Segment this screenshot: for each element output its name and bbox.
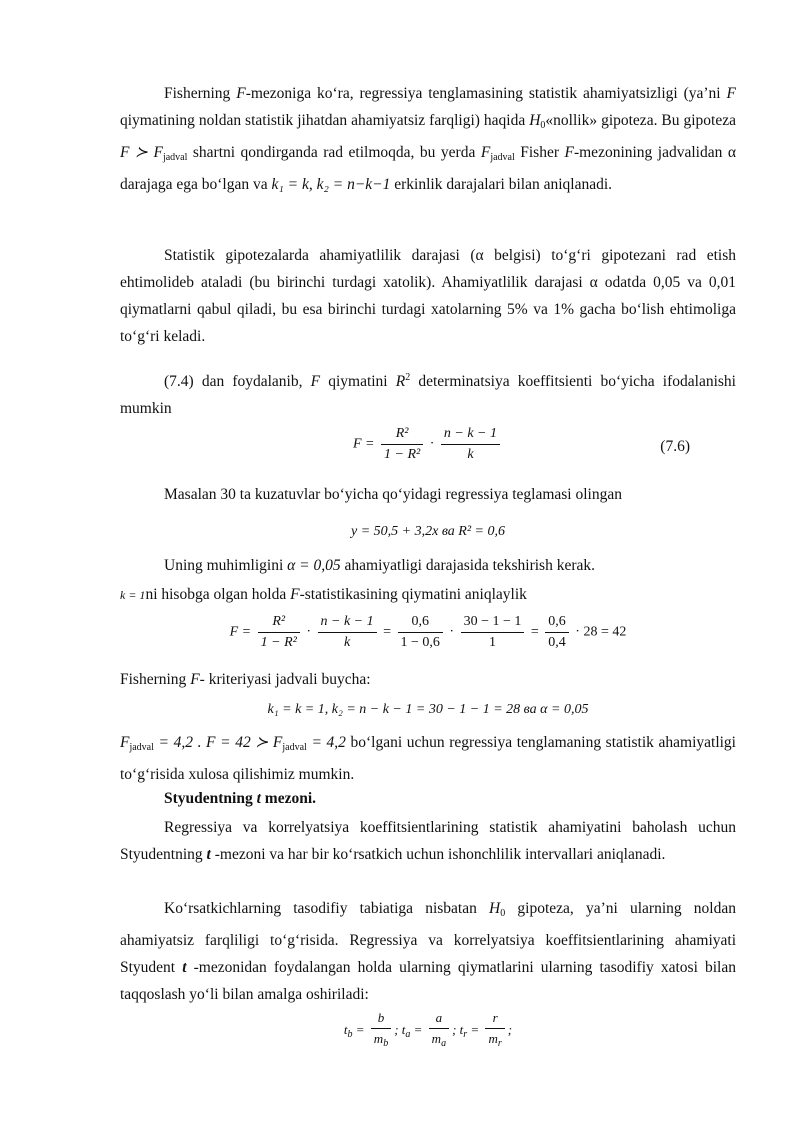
fraction: $\frac{0,6}{0,4}$ [545,612,569,653]
fraction: $\frac{\text{R²}}{\text{1 − R²}}$ [381,424,423,465]
paragraph-check-significance: Uning muhimligini α = 0,05 ahamiyatligi darajasida tekshirish kerak. [164,557,596,574]
paragraph-conclusion: $F_{jadval} = 4,2$ . F = 42 ≻ $F_{jadval} = 4,2$ bo‘lgani uchun regressiya tenglamaning statistik ahamiyatligi to‘g‘risida xulosa qilishimiz mumkin. [120,734,736,783]
fraction: $\frac{r}{m_r}$ [485,1008,504,1054]
fraction: $\frac{\text{R²}}{\text{1 − R²}}$ [258,612,300,653]
fraction: $\frac{n - k - 1}{k}$ [318,612,377,653]
equation-number: (7.6) [660,438,690,455]
fraction: $\frac{a}{m_a}$ [429,1008,449,1054]
paragraph-compute-f: k = 1ni hisobga olgan holda F-statistikasining qiymatini aniqlaylik [120,586,527,603]
formula-t-statistics: $t_b$ = $\frac{b}{m_b}$ ; $t_a$ = $\frac{a}{m_a}$ ; $t_r$ = $\frac{r}{m_r}$ ; [120,1008,736,1054]
paragraph-determination: (7.4) dan foydalanib, F qiymatini $R^2$ determinatsiya koeffitsienti bo‘yicha ifodalanishi mumkin [120,372,736,417]
fraction: $\frac{30 - 1 - 1}{1}$ [461,612,525,653]
formula-7-6: F = $\frac{\text{R²}}{\text{1 − R²}}$ · $\frac{n - k - 1}{k}$ [120,424,736,465]
paragraph-example: Masalan 30 ta kuzatuvlar bo‘yicha qo‘yidagi regressiya teglamasi olingan [164,486,622,503]
formula-f-calculation: F = $\frac{\text{R²}}{\text{1 − R²}}$ · $\frac{n - k - 1}{k}$ = $\frac{0,6}{1 - 0,6}$ · $\frac{30 - 1 - 1}{1}$ = $\frac{0,6}{0,4}$ · 28 = 42 [120,612,736,653]
fraction: $\frac{0,6}{1 - 0,6}$ [398,612,443,653]
fraction: $\frac{b}{m_b}$ [371,1008,391,1054]
fraction: $\frac{n - k - 1}{k}$ [441,424,500,465]
paragraph-significance-level: Statistik gipotezalarda ahamiyatlilik darajasi (α belgisi) to‘g‘ri gipotezani rad etish ehtimolideb ataladi (bu birinchi turdagi xatolik). Ahamiyatlilik darajasi α odatda 0,05 va 0,01 qiymatlarni qabul qiladi, bu esa birinchi turdagi xatolarning 5% va 1% gacha bo‘lish ehtimoliga to‘g‘ri keladi. [120,247,736,345]
paragraph-hypothesis: Ko‘rsatkichlarning tasodifiy tabiatiga nisbatan $H_0$ gipoteza, ya’ni ularning noldan ahamiyatsiz farqliligi to‘g‘risida. Regressiya va korrelyatsiya koeffitsientlarining ahamiyati Styudent t -mezonidan foydalangan holda ularning qiymatlarini ularning tasodifiy xatosi bilan taqqoslash yo‘li bilan amalga oshiriladi: [120,900,736,1003]
formula-regression: y = 50,5 + 3,2x ва R² = 0,6 [351,524,505,539]
section-heading: Styudentning t mezoni. [164,790,317,807]
formula-degrees-of-freedom: k₁ = k = 1, k₂ = n − k − 1 = 30 − 1 − 1 = 28 ва α = 0,05 [267,702,589,717]
paragraph-fisher-criterion: Fisherning F-mezoniga ko‘ra, regressiya tenglamasining statistik ahamiyatsizligi (ya’ni F qiymatining noldan statistik jihatdan ahamiyatsiz farqligi) haqida $H_0«nollik$» gipoteza. Bu gipoteza F ≻ $F_{jadval}$ shartni qondirganda rad etilmoqda, bu yerda $F_{jadval}$ Fisher F-mezonining jadvalidan α darajaga ega bo‘lgan va k₁ = k, k₂ = n−k−1 erkinlik darajalari bilan aniqlanadi. [120,85,736,193]
paragraph-student-t: Regressiya va korrelyatsiya koeffitsientlarining statistik ahamiyatini baholash uchun Styudentning t -mezoni va har bir ko‘rsatkich uchun ishonchlilik intervallari aniqlanadi. [120,819,736,863]
paragraph-fisher-table: Fisherning F- kriteriyasi jadvali buycha: [120,671,371,688]
